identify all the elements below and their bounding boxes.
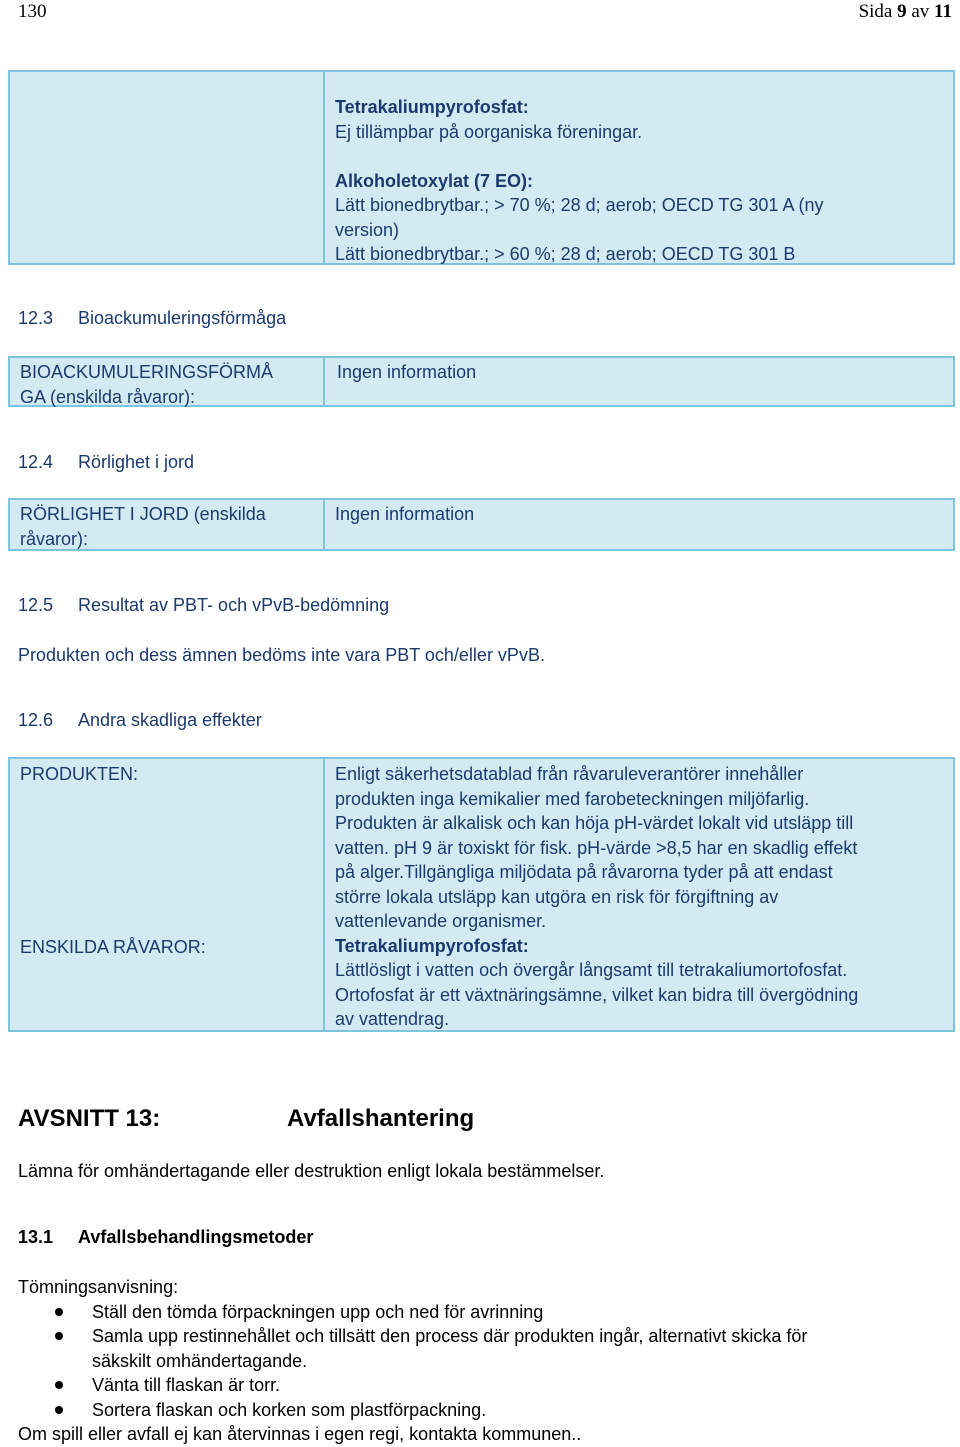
bioack-label-cell <box>8 356 325 407</box>
section-12-3-heading <box>18 308 286 329</box>
product-line: vattenlevande organismer. <box>335 911 547 931</box>
box-line-bionedbrytbar-a: Lätt bionedbrytbar.; > 70 %; 28 d; aerob; OECD TG 301 A (ny <box>335 195 824 215</box>
raw-line: Lättlösligt i vatten och övergår långsamt till tetrakaliumortofosfat. <box>335 960 848 980</box>
page-indicator <box>859 1 952 23</box>
raw-line: av vattendrag. <box>335 1009 450 1029</box>
bullet-icon <box>55 1308 63 1316</box>
rorlighet-value-cell <box>323 498 955 551</box>
label-enskilda-ravaror: ENSKILDA RÅVAROR: <box>20 937 206 957</box>
bioack-label-line1: BIOACKUMULERINGSFÖRMÅ <box>20 362 274 382</box>
section-number: 12.3 <box>18 308 54 328</box>
raw-heading-tetrakalium: Tetrakaliumpyrofosfat: <box>335 935 529 956</box>
section-12-5-heading <box>18 595 389 616</box>
section-13-label: AVSNITT 13: <box>18 1105 161 1132</box>
section-title: Bioackumuleringsförmåga <box>78 308 287 328</box>
rorlighet-label-cell <box>8 498 325 551</box>
section-title: Andra skadliga effekter <box>78 710 262 730</box>
section-title: Avfallsbehandlingsmetoder <box>78 1227 314 1247</box>
product-line: produkten inga kemikalier med farobeteckningen miljöfarlig. <box>335 788 810 809</box>
label-produkten: PRODUKTEN: <box>20 764 139 784</box>
top-left-cell <box>8 70 325 265</box>
top-right-cell <box>323 70 955 265</box>
list-item-text: Vänta till flaskan är torr. <box>92 1375 281 1395</box>
product-line: större lokala utsläpp kan utgöra en risk för förgiftning av <box>335 886 779 907</box>
section-title: Rörlighet i jord <box>78 452 195 472</box>
rorlighet-label-line2: råvaror): <box>20 528 89 549</box>
emptying-label: Tömningsanvisning: <box>18 1277 179 1297</box>
list-item-text: säkskilt omhändertagande. <box>92 1350 308 1371</box>
list-item <box>18 1398 948 1423</box>
box-line-ej-tillampbar: Ej tillämpbar på oorganiska föreningar. <box>335 121 643 142</box>
product-line: på alger.Tillgängliga miljödata på råvarorna tyder på att endast <box>335 862 833 882</box>
page-label: Sida <box>858 1 893 22</box>
emptying-list <box>18 1300 948 1423</box>
product-line: Enligt säkerhetsdatablad från råvaruleverantörer innehåller <box>335 764 804 784</box>
section-13-1-heading <box>18 1227 313 1248</box>
raw-line: Ortofosfat är ett växtnäringsämne, vilket kan bidra till övergödning <box>335 984 859 1005</box>
box-heading-tetrakalium: Tetrakaliumpyrofosfat: <box>335 97 529 117</box>
pbt-text: Produkten och dess ämnen bedöms inte vara PBT och/eller vPvB. <box>18 645 545 665</box>
list-item <box>18 1324 948 1349</box>
box-heading-alkoholetoxylat: Alkoholetoxylat (7 EO): <box>335 170 534 191</box>
effects-label-cell <box>8 757 325 1032</box>
section-number: 12.6 <box>18 710 54 730</box>
bullet-icon <box>55 1381 63 1389</box>
list-item-text: Sortera flaskan och korken som plastförpackning. <box>92 1399 487 1420</box>
product-line: Produkten är alkalisk och kan höja pH-värdet lokalt vid utsläpp till <box>335 813 854 833</box>
disposal-intro: Lämna för omhändertagande eller destruktion enligt lokala bestämmelser. <box>18 1161 605 1181</box>
bioack-label-line2: GA (enskilda råvaror): <box>20 386 196 407</box>
page-number: 130 <box>18 1 47 22</box>
section-12-6-heading <box>18 710 262 731</box>
effects-value-cell <box>323 757 955 1032</box>
list-item <box>18 1300 948 1325</box>
footer-note: Om spill eller avfall ej kan återvinnas i egen regi, kontakta kommunen.. <box>18 1424 582 1444</box>
rorlighet-label-line1: RÖRLIGHET I JORD (enskilda <box>20 504 266 524</box>
list-item-text: Samla upp restinnehållet och tillsätt den process där produkten ingår, alternativt skicka för <box>92 1326 808 1346</box>
page-current: 9 <box>897 1 907 22</box>
page-sep: av <box>911 1 930 22</box>
section-number: 12.5 <box>18 595 54 615</box>
section-number: 13.1 <box>18 1227 54 1247</box>
bullet-icon <box>55 1406 63 1414</box>
page-total: 11 <box>934 1 952 22</box>
box-line-bionedbrytbar-b: Lätt bionedbrytbar.; > 60 %; 28 d; aerob; OECD TG 301 B <box>335 244 796 264</box>
list-item-text: Ställ den tömda förpackningen upp och ned för avrinning <box>92 1301 544 1322</box>
section-12-4-heading <box>18 452 194 473</box>
section-13-title: Avfallshantering <box>287 1105 475 1132</box>
section-number: 12.4 <box>18 452 54 472</box>
section-title: Resultat av PBT- och vPvB-bedömning <box>78 595 390 615</box>
product-line: vatten. pH 9 är toxiskt för fisk. pH-värde >8,5 har en skadlig effekt <box>335 837 858 858</box>
rorlighet-value: Ingen information <box>335 504 475 524</box>
bioack-value: Ingen information <box>337 362 477 382</box>
box-line-version: version) <box>335 219 400 240</box>
list-item <box>18 1373 948 1398</box>
bioack-value-cell <box>323 356 955 407</box>
list-item-continuation <box>18 1349 948 1374</box>
bullet-icon <box>55 1332 63 1340</box>
emptying-instructions <box>18 1275 948 1447</box>
